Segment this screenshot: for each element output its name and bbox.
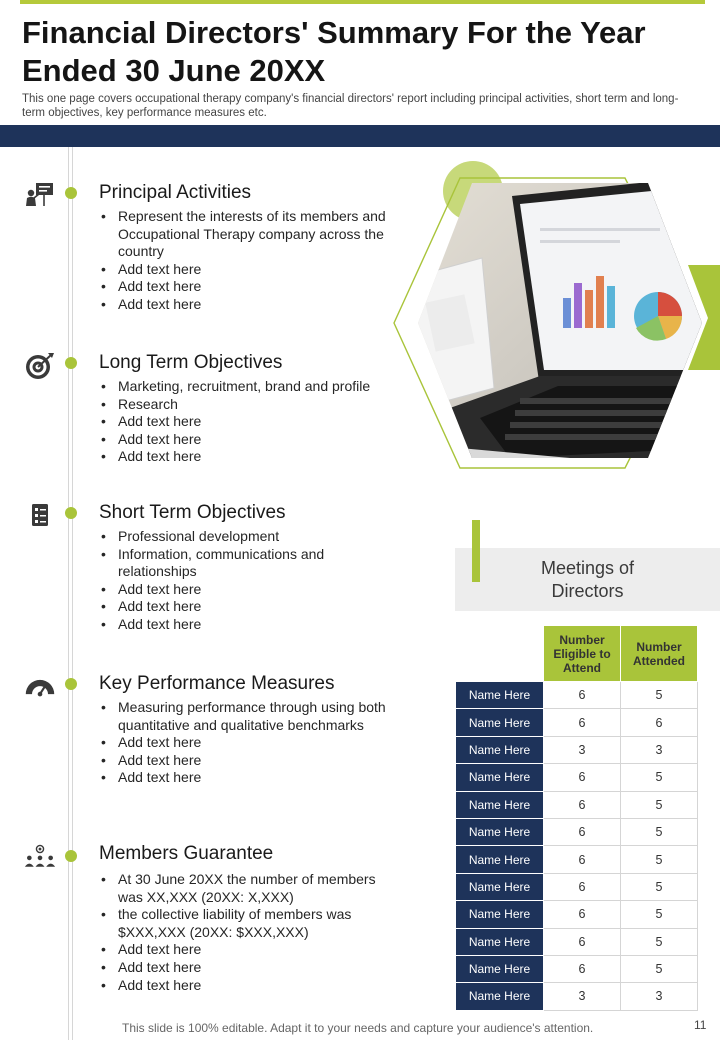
table-row [456,791,698,818]
attended-count: 5 [621,901,698,928]
attended-count: 5 [621,791,698,818]
attended-count: 3 [621,983,698,1010]
table-row [456,709,698,736]
attended-count: 5 [621,764,698,791]
bullet-list [100,528,395,634]
table-row [456,955,698,982]
footer-note: This slide is 100% editable. Adapt it to your needs and capture your audience's attention. [122,1021,594,1035]
table-row [456,873,698,900]
eligible-count: 3 [544,736,621,763]
table-row [456,764,698,791]
list-item: • Add text here [100,261,395,279]
table-row [456,901,698,928]
list-item: • Measuring performance through using both quantitative and qualitative benchmarks [100,699,395,734]
bullet-list [100,378,395,466]
header-attended: Number Attended [621,626,698,682]
eligible-count: 6 [544,791,621,818]
table-row [456,736,698,763]
attended-count: 5 [621,928,698,955]
eligible-count: 6 [544,764,621,791]
list-item: • Marketing, recruitment, brand and profile [100,378,395,396]
list-item: • Add text here [100,616,395,634]
list-item: • Represent the interests of its members and Occupational Therapy company across the country [100,208,395,261]
header-band [0,125,720,147]
page-subtitle: This one page covers occupational therapy company's financial directors' report including principal activities, short term and long-term objectives, key performance measures etc. [22,93,679,119]
director-name: Name Here [456,983,544,1010]
timeline-dot [65,507,77,519]
table-row [456,928,698,955]
team-icon [24,843,56,871]
eligible-count: 6 [544,901,621,928]
eligible-count: 6 [544,955,621,982]
list-item: • Add text here [100,431,395,449]
director-name: Name Here [456,791,544,818]
attended-count: 6 [621,709,698,736]
top-accent-rule [20,0,705,4]
director-name: Name Here [456,873,544,900]
checklist-icon [24,502,56,530]
meetings-title-line-2: Directors [551,581,624,601]
hexagon-laptop-image [390,158,720,478]
bullet-list [100,871,395,994]
page-title [22,14,702,90]
list-item: • Add text here [100,413,395,431]
eligible-count: 6 [544,928,621,955]
section-title: Members Guarantee [99,843,274,864]
list-item: • Research [100,396,395,414]
section-title: Principal Activities [99,182,252,203]
eligible-count: 3 [544,983,621,1010]
director-name: Name Here [456,928,544,955]
presentation-icon [24,182,56,210]
director-name: Name Here [456,682,544,709]
timeline-dot [65,187,77,199]
director-name: Name Here [456,764,544,791]
meetings-title-line-1: Meetings of [540,558,635,578]
attended-count: 5 [621,818,698,845]
table-row [456,846,698,873]
gauge-icon [24,673,56,701]
meetings-title [455,557,720,603]
director-name: Name Here [456,901,544,928]
eligible-count: 6 [544,818,621,845]
list-item: • Add text here [100,296,395,314]
bullet-list [100,699,395,787]
section-title: Long Term Objectives [99,352,283,373]
list-item: • Professional development [100,528,395,546]
page-title-line-1: Financial Directors' Summary For the Year [22,15,646,50]
attended-count: 5 [621,846,698,873]
page-number: 11 [694,1018,707,1032]
header-eligible: Number Eligible to Attend [544,626,621,682]
list-item: • At 30 June 20XX the number of members was XX,XXX (20XX: X,XXX) [100,871,395,906]
timeline-dot [65,357,77,369]
timeline-rail [68,147,73,1040]
section-title: Key Performance Measures [99,673,335,694]
list-item: • Add text here [100,734,395,752]
section-title: Short Term Objectives [99,502,286,523]
attended-count: 5 [621,682,698,709]
bullet-list [100,208,395,314]
list-item: • Add text here [100,959,395,977]
page-title-line-2: Ended 30 June 20XX [22,53,326,88]
timeline-dot [65,678,77,690]
table-header-row [456,626,698,682]
attended-count: 5 [621,955,698,982]
list-item: • Add text here [100,448,395,466]
timeline-dot [65,850,77,862]
list-item: • Add text here [100,769,395,787]
attended-count: 3 [621,736,698,763]
attended-count: 5 [621,873,698,900]
list-item: • Add text here [100,752,395,770]
list-item: • Add text here [100,941,395,959]
eligible-count: 6 [544,682,621,709]
director-name: Name Here [456,736,544,763]
eligible-count: 6 [544,846,621,873]
target-icon [24,352,56,380]
header-blank-cell [456,626,544,682]
laptop-photo [390,158,720,478]
list-item: • Add text here [100,278,395,296]
table-row [456,983,698,1010]
meetings-table [455,625,698,1011]
eligible-count: 6 [544,709,621,736]
list-item: • Add text here [100,977,395,995]
director-name: Name Here [456,955,544,982]
list-item: • Add text here [100,598,395,616]
director-name: Name Here [456,709,544,736]
list-item: • Add text here [100,581,395,599]
director-name: Name Here [456,818,544,845]
list-item: • Information, communications and relationships [100,546,395,581]
table-row [456,682,698,709]
table-row [456,818,698,845]
eligible-count: 6 [544,873,621,900]
list-item: • the collective liability of members was $XXX,XXX (20XX: $XXX,XXX) [100,906,395,941]
director-name: Name Here [456,846,544,873]
